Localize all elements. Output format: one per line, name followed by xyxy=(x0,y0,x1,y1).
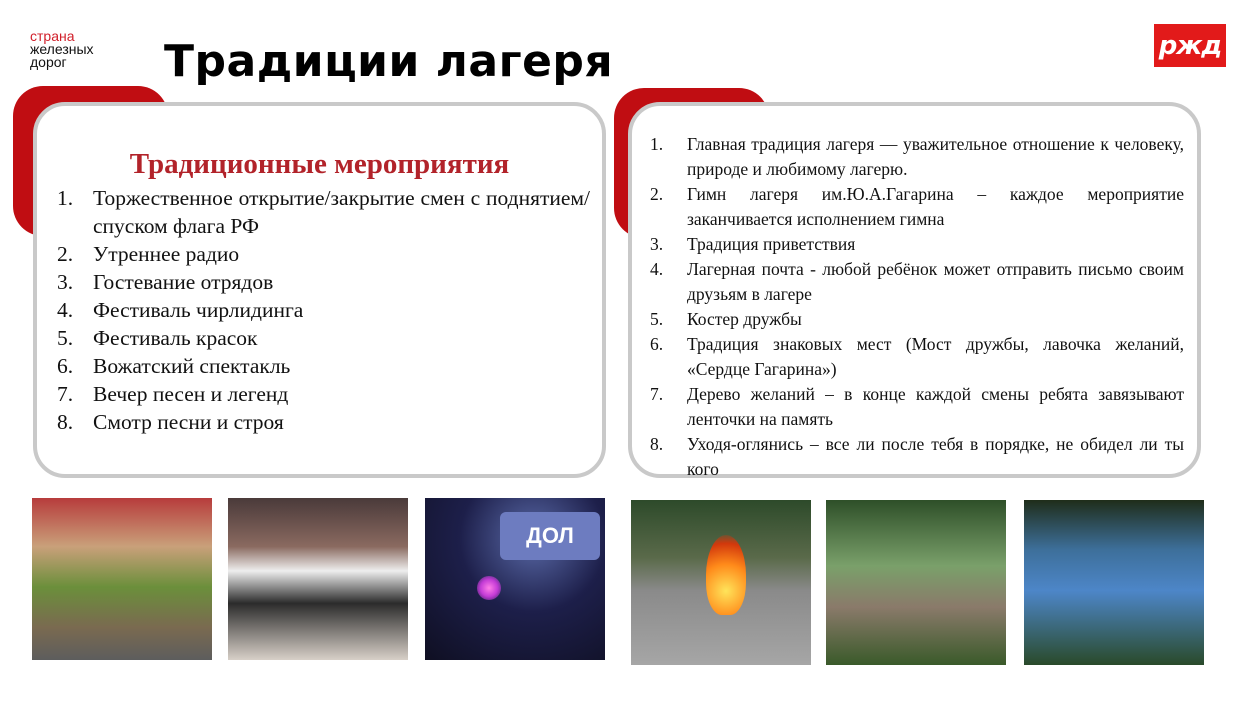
brand-line-2: железных xyxy=(30,41,94,57)
photo-astronaut-figure xyxy=(425,498,605,660)
list-item: 6. Вожатский спектакль xyxy=(57,354,291,378)
list-item: 3. Традиция приветствия xyxy=(650,234,856,254)
list-item: 1. Главная традиция лагеря — уважительное отношение к человеку, природе и любимому лагерю. xyxy=(650,134,1184,179)
list-item: 6. Традиция знаковых мест (Мост дружбы, лавочка желаний, «Сердце Гагарина») xyxy=(650,334,1184,379)
list-item: 2. Гимн лагеря им.Ю.А.Гагарина – каждое мероприятие заканчивается исполнением гимна xyxy=(650,184,1184,229)
screen-logo: ДОЛ xyxy=(500,512,600,560)
photo-campfire xyxy=(631,500,811,665)
brand-line-1: страна xyxy=(30,28,75,44)
list-item: 2. Утреннее радио xyxy=(57,242,240,266)
events-list xyxy=(57,184,590,436)
list-item: 5. Фестиваль красок xyxy=(57,326,258,350)
brand-wordmark xyxy=(30,30,94,69)
photo-cheerleading xyxy=(228,498,408,660)
rzd-logo-text: ржд xyxy=(1158,30,1222,61)
traditions-list xyxy=(650,132,1184,482)
fire-icon xyxy=(706,535,746,615)
list-item: 8. Смотр песни и строя xyxy=(57,410,284,434)
traditions-card xyxy=(628,102,1201,478)
list-item: 5. Костер дружбы xyxy=(650,309,802,329)
events-card xyxy=(33,102,606,478)
list-item: 1. Торжественное открытие/закрытие смен с поднятием/спуском флага РФ xyxy=(57,186,590,238)
list-item: 3. Гостевание отрядов xyxy=(57,270,274,294)
list-item: 7. Дерево желаний – в конце каждой смены ребята завязывают ленточки на память xyxy=(650,384,1184,429)
photo-pine-sky xyxy=(1024,500,1204,665)
list-item: 8. Уходя-оглянись – все ли после тебя в порядке, не обидел ли ты кого xyxy=(650,434,1184,479)
page-title: Традиции лагеря xyxy=(164,36,614,87)
list-item: 4. Лагерная почта - любой ребёнок может отправить письмо своим друзьям в лагере xyxy=(650,259,1184,304)
list-item: 7. Вечер песен и легенд xyxy=(57,382,289,406)
events-heading: Традиционные мероприятия xyxy=(129,148,510,180)
rzd-logo xyxy=(1154,24,1226,67)
photo-friendship-bridge xyxy=(826,500,1006,665)
glow-light xyxy=(477,576,501,600)
list-item: 4. Фестиваль чирлидинга xyxy=(57,298,304,322)
brand-line-3: дорог xyxy=(30,54,67,70)
photo-color-festival xyxy=(32,498,212,660)
